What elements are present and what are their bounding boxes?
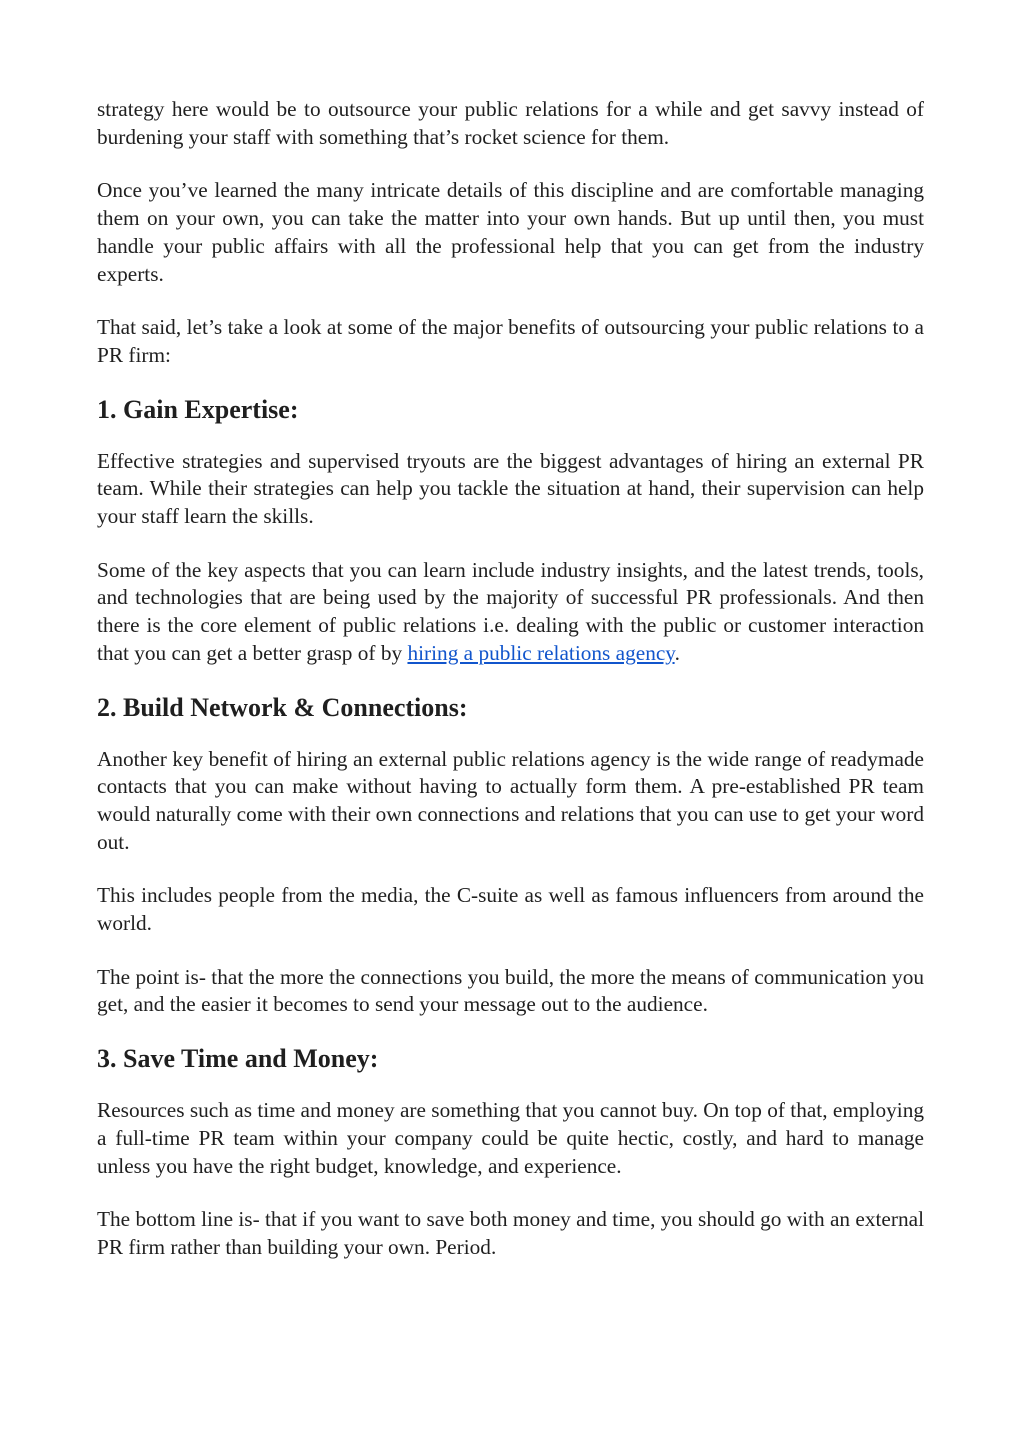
gain-expertise-paragraph-2 (97, 557, 924, 668)
hiring-pr-agency-link[interactable]: hiring a public relations agency (407, 640, 675, 665)
section-heading-gain-expertise: 1. Gain Expertise: (97, 394, 299, 424)
intro-paragraph-3: That said, let’s take a look at some of the major benefits of outsourcing your public relations to a PR firm: (97, 315, 924, 367)
intro-paragraph-2: Once you’ve learned the many intricate details of this discipline and are comfortable managing them on your own, you can take the matter into your own hands. But up until then, you must handle your public affairs with all the professional help that you can get from the industry experts. (97, 178, 924, 286)
save-time-money-paragraph-2: The bottom line is- that if you want to save both money and time, you should go with an external PR firm rather than building your own. Period. (97, 1207, 924, 1259)
document-page (97, 96, 924, 1288)
section-heading-build-network: 2. Build Network & Connections: (97, 692, 468, 722)
gain-expertise-paragraph-2-end: . (674, 640, 680, 665)
section-heading-save-time-money: 3. Save Time and Money: (97, 1044, 379, 1074)
build-network-paragraph-3: The point is- that the more the connections you build, the more the means of communication you get, and the easier it becomes to send your message out to the audience. (97, 964, 924, 1017)
save-time-money-paragraph-1: Resources such as time and money are something that you cannot buy. On top of that, employing a full-time PR team within your company could be quite hectic, costly, and hard to manage unless you have the right budget, knowledge, and experience. (97, 1098, 924, 1178)
build-network-paragraph-2: This includes people from the media, the C-suite as well as famous influencers from around the world. (97, 883, 924, 936)
gain-expertise-paragraph-1: Effective strategies and supervised tryouts are the biggest advantages of hiring an external PR team. While their strategies can help you tackle the situation at hand, their supervision can help your staff learn the skills. (97, 448, 924, 529)
build-network-paragraph-1: Another key benefit of hiring an external public relations agency is the wide range of readymade contacts that you can make without having to actually form them. A pre-established PR team would naturally come with their own connections and relations that you can use to get your word out. (97, 746, 924, 854)
intro-paragraph-1: strategy here would be to outsource your public relations for a while and get savvy instead of burdening your staff with something that’s rocket science for them. (97, 97, 924, 149)
gain-expertise-paragraph-2-text: Some of the key aspects that you can learn include industry insights, and the latest trends, tools, and technologies that are being used by the majority of successful PR professionals. And then there is the core element of public relations i.e. dealing with the public or customer interaction that you can get a better grasp of by (97, 557, 924, 665)
